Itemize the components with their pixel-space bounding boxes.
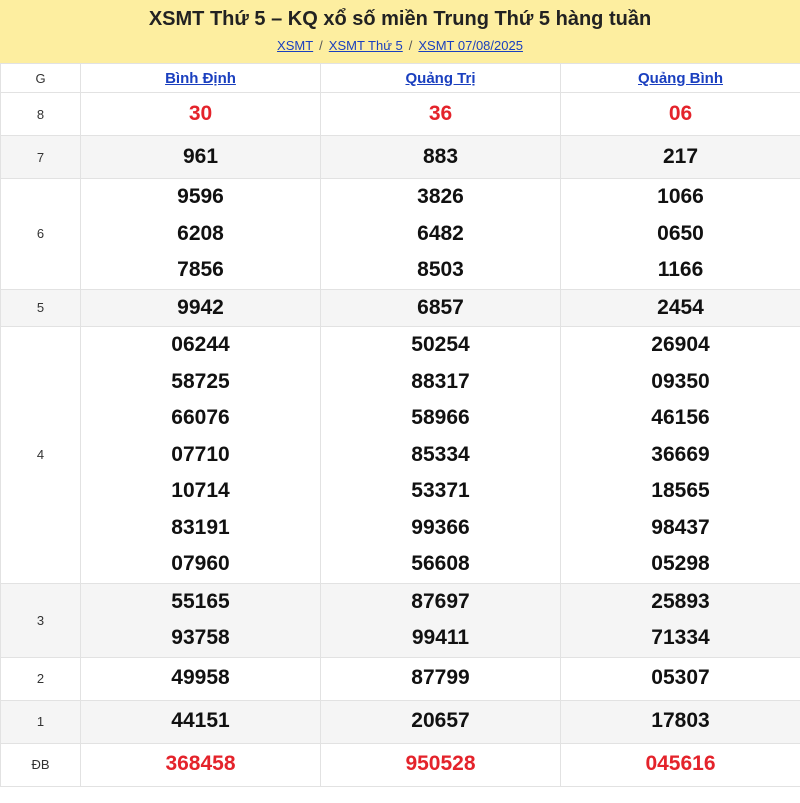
result-number: 53371 — [411, 479, 470, 502]
result-number: 8503 — [417, 258, 464, 281]
result-number: 58966 — [411, 406, 470, 429]
result-number: 30 — [188, 101, 213, 125]
result-number: 87799 — [411, 666, 470, 690]
result-number: 56608 — [411, 552, 470, 575]
prize-label: 1 — [1, 700, 81, 743]
result-number: 6857 — [417, 295, 464, 319]
table-row — [1, 327, 800, 584]
result-cell — [561, 93, 800, 136]
table-row — [1, 136, 800, 179]
result-cell — [321, 136, 561, 179]
prize-label: 6 — [1, 179, 81, 290]
result-number: 55165 — [171, 589, 230, 613]
result-cell — [81, 327, 321, 584]
result-cell — [321, 327, 561, 584]
page-title: XSMT Thứ 5 – KQ xổ số miền Trung Thứ 5 hàng tuần — [148, 8, 652, 30]
result-number: 05298 — [651, 552, 710, 575]
result-number: 1166 — [657, 258, 704, 281]
page-header — [0, 0, 800, 63]
result-number: 9942 — [177, 295, 224, 319]
prize-label: 2 — [1, 657, 81, 700]
result-cell — [561, 657, 800, 700]
result-number: 99366 — [411, 515, 470, 539]
result-number: 9596 — [177, 185, 224, 208]
result-number: 46156 — [651, 406, 710, 429]
result-number: 950528 — [405, 752, 476, 776]
result-cell — [81, 179, 321, 290]
table-row — [1, 657, 800, 700]
result-number: 6482 — [417, 221, 464, 245]
result-number: 3826 — [417, 185, 464, 208]
result-number: 88317 — [411, 369, 470, 393]
table-row — [1, 289, 800, 327]
result-number: 58725 — [171, 369, 230, 393]
province-link-quang-binh[interactable]: Quảng Bình — [638, 69, 723, 87]
result-number: 20657 — [411, 709, 470, 733]
table-row — [1, 743, 800, 786]
results-body — [1, 93, 800, 787]
result-number: 49958 — [171, 666, 230, 690]
breadcrumb-link-date[interactable]: XSMT 07/08/2025 — [418, 38, 523, 53]
prize-label: 5 — [1, 289, 81, 327]
prize-label: 8 — [1, 93, 81, 136]
result-number: 83191 — [171, 515, 230, 539]
prize-label: 3 — [1, 583, 81, 657]
result-number: 368458 — [165, 752, 236, 776]
result-number: 961 — [182, 144, 219, 168]
breadcrumb-separator: / — [319, 38, 323, 53]
result-number: 0650 — [657, 221, 704, 245]
result-number: 66076 — [171, 406, 230, 429]
result-number: 85334 — [411, 442, 470, 466]
result-number: 36669 — [651, 442, 710, 466]
result-number: 06 — [668, 101, 693, 125]
result-cell — [81, 136, 321, 179]
result-cell — [321, 700, 561, 743]
table-row — [1, 700, 800, 743]
result-cell — [561, 289, 800, 327]
result-cell — [81, 657, 321, 700]
result-number: 87697 — [411, 589, 470, 613]
results-table — [0, 63, 800, 787]
result-number: 50254 — [411, 333, 470, 356]
result-number: 045616 — [645, 752, 716, 776]
result-number: 06244 — [171, 333, 230, 356]
result-cell — [81, 743, 321, 786]
result-number: 1066 — [657, 185, 704, 208]
result-number: 07710 — [171, 442, 230, 466]
result-number: 05307 — [651, 666, 710, 690]
table-header-row — [1, 64, 800, 93]
result-cell — [81, 289, 321, 327]
result-number: 44151 — [171, 709, 230, 733]
result-number: 10714 — [171, 479, 230, 502]
result-cell — [321, 93, 561, 136]
prize-label: 4 — [1, 327, 81, 584]
result-number: 6208 — [177, 221, 224, 245]
result-cell — [561, 327, 800, 584]
result-number: 98437 — [651, 515, 710, 539]
result-cell — [561, 743, 800, 786]
result-cell — [321, 657, 561, 700]
breadcrumb-link-xsmt-thu-5[interactable]: XSMT Thứ 5 — [328, 38, 403, 53]
result-number: 883 — [422, 144, 459, 168]
province-link-quang-tri[interactable]: Quảng Trị — [405, 69, 476, 87]
result-cell — [81, 93, 321, 136]
result-cell — [561, 179, 800, 290]
result-number: 2454 — [657, 295, 704, 319]
result-number: 71334 — [651, 626, 710, 649]
result-number: 36 — [428, 101, 453, 125]
province-header-quang-binh — [561, 64, 800, 93]
table-row — [1, 583, 800, 657]
result-cell — [561, 583, 800, 657]
result-cell — [321, 179, 561, 290]
result-number: 217 — [662, 144, 699, 168]
result-number: 09350 — [651, 369, 710, 393]
result-number: 93758 — [171, 626, 230, 649]
result-number: 26904 — [651, 333, 710, 356]
result-number: 99411 — [411, 626, 470, 649]
breadcrumb-separator: / — [408, 38, 413, 53]
result-number: 18565 — [651, 479, 710, 502]
table-row — [1, 179, 800, 290]
result-cell — [81, 583, 321, 657]
result-cell — [321, 743, 561, 786]
breadcrumb-link-xsmt[interactable]: XSMT — [277, 38, 314, 53]
result-number: 7856 — [177, 258, 224, 281]
prize-column-header: G — [1, 64, 81, 93]
breadcrumb — [0, 38, 800, 54]
prize-label: 7 — [1, 136, 81, 179]
result-cell — [321, 289, 561, 327]
result-cell — [561, 700, 800, 743]
result-cell — [321, 583, 561, 657]
result-number: 07960 — [171, 552, 230, 575]
result-number: 25893 — [651, 589, 710, 613]
province-header-quang-tri — [321, 64, 561, 93]
result-cell — [561, 136, 800, 179]
province-header-binh-dinh — [81, 64, 321, 93]
table-row — [1, 93, 800, 136]
province-link-binh-dinh[interactable]: Bình Định — [165, 69, 236, 87]
prize-label: ĐB — [1, 743, 81, 786]
result-number: 17803 — [651, 709, 710, 733]
result-cell — [81, 700, 321, 743]
